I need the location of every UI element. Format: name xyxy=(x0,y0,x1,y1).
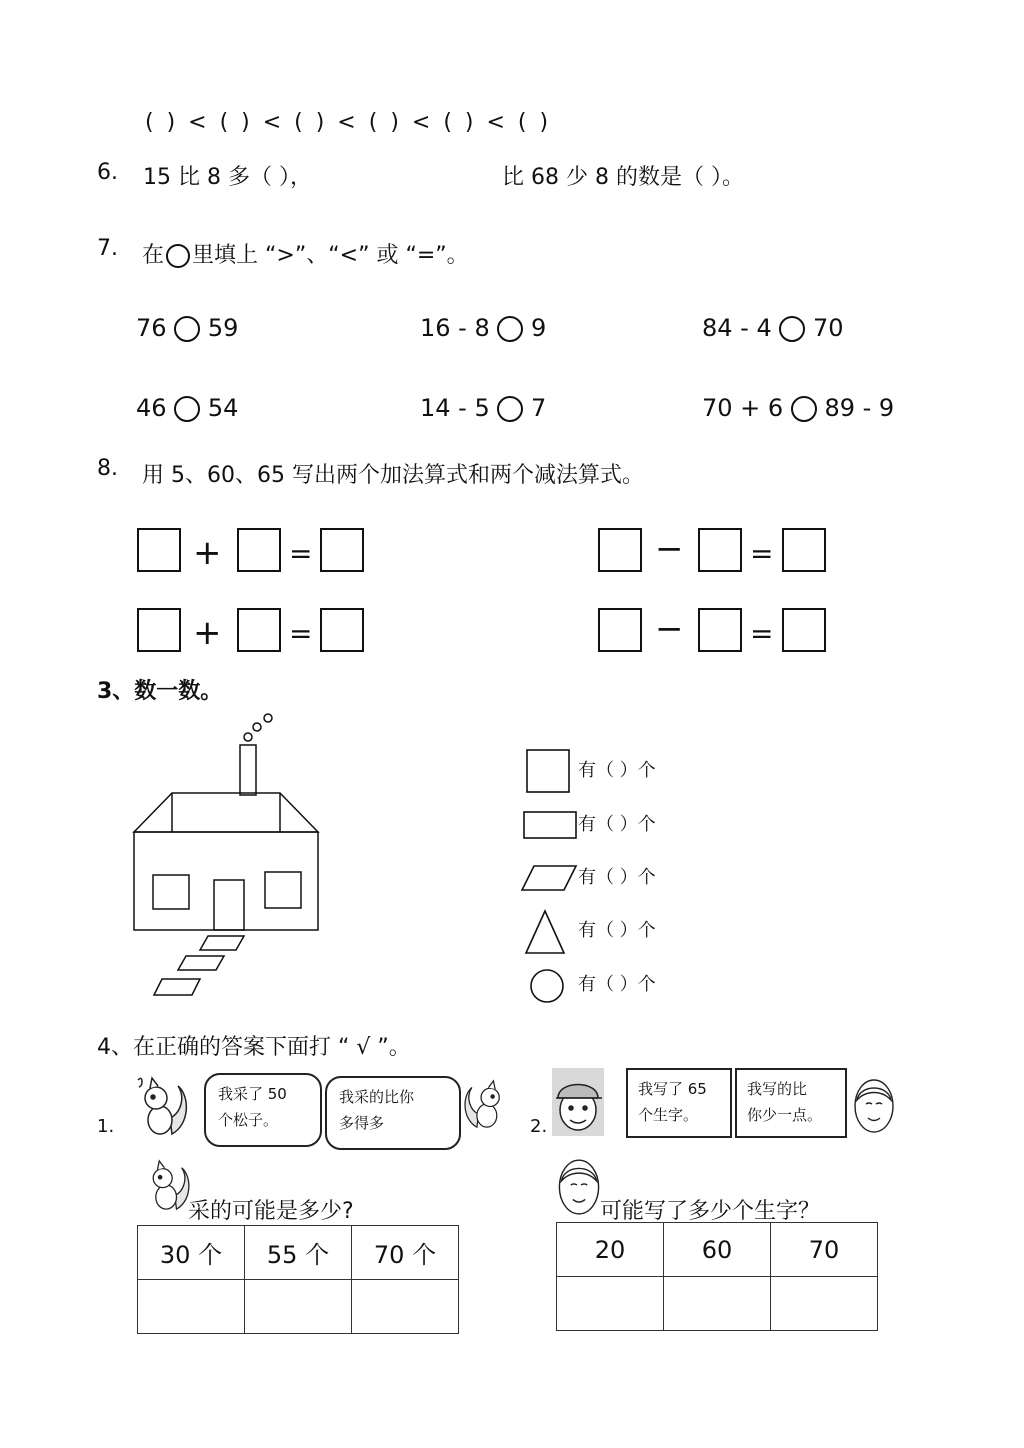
rectangle-icon xyxy=(522,810,580,842)
speech-bubble xyxy=(204,1073,322,1147)
q7-item xyxy=(136,314,238,342)
bubble-line: 个松子。 xyxy=(218,1111,279,1129)
ordering-blanks-line: ( ) < ( ) < ( ) < ( ) < ( ) < ( ) xyxy=(145,110,549,135)
parallelogram-icon xyxy=(520,864,580,894)
minus-sign: − xyxy=(655,529,684,569)
q7-number: 7. xyxy=(97,236,118,261)
check-cell[interactable] xyxy=(138,1280,245,1334)
p1-answer-table xyxy=(137,1225,459,1334)
option-cell: 30 个 xyxy=(138,1226,245,1280)
q7-item xyxy=(420,314,546,342)
count-rectangle: 有（ ）个 xyxy=(578,814,656,835)
check-cell[interactable] xyxy=(557,1277,664,1331)
smoke-circle xyxy=(244,733,252,741)
q7-item xyxy=(702,314,844,342)
q7-right: 7 xyxy=(531,394,547,422)
bubble-line: 个生字。 xyxy=(638,1106,699,1124)
answer-box[interactable] xyxy=(137,528,181,572)
speech-box xyxy=(626,1068,732,1138)
answer-box[interactable] xyxy=(782,528,826,572)
circle-shape-icon xyxy=(528,968,568,1004)
q6-part2: 比 68 少 8 的数是（ ）。 xyxy=(502,165,744,190)
q7-right: 9 xyxy=(531,314,547,342)
q6-number: 6. xyxy=(97,160,118,185)
bubble-line: 我采了 50 xyxy=(218,1085,287,1103)
door xyxy=(214,880,244,930)
square-icon xyxy=(525,748,575,796)
q7-prompt-pre: 在 xyxy=(142,243,165,268)
q7-left: 70 + 6 xyxy=(702,394,784,422)
section4-title: 4、在正确的答案下面打 “ √ ”。 xyxy=(97,1035,411,1060)
p2-answer-table xyxy=(556,1222,878,1331)
bubble-line: 我采的比你 xyxy=(339,1088,415,1106)
answer-circle[interactable] xyxy=(779,316,805,342)
q7-right: 59 xyxy=(207,314,239,342)
count-circle: 有（ ）个 xyxy=(578,974,656,995)
option-cell: 55 个 xyxy=(245,1226,352,1280)
smoke-circle xyxy=(253,723,261,731)
option-cell: 70 个 xyxy=(352,1226,459,1280)
check-cell[interactable] xyxy=(245,1280,352,1334)
path-stone xyxy=(154,979,200,995)
p2-question: 可能写了多少个生字？ xyxy=(600,1199,821,1224)
equals-sign: = xyxy=(289,537,313,570)
plus-sign: + xyxy=(193,613,222,653)
path-stone xyxy=(200,936,244,950)
squirrel-icon xyxy=(462,1072,510,1136)
answer-box[interactable] xyxy=(137,608,181,652)
q7-left: 76 xyxy=(136,314,167,342)
window-right xyxy=(265,872,301,908)
answer-circle[interactable] xyxy=(174,396,200,422)
bubble-line: 我写了 65 xyxy=(638,1080,707,1098)
section3-title: 3、数一数。 xyxy=(97,679,223,704)
answer-box[interactable] xyxy=(782,608,826,652)
chimney xyxy=(240,745,256,795)
window-left xyxy=(153,875,189,909)
q8-prompt: 用 5、60、65 写出两个加法算式和两个减法算式。 xyxy=(142,463,644,488)
option-cell: 60 xyxy=(664,1223,771,1277)
path-stone xyxy=(178,956,224,970)
q8-number: 8. xyxy=(97,456,118,481)
count-triangle: 有（ ）个 xyxy=(578,920,656,941)
answer-box[interactable] xyxy=(598,608,642,652)
count-square: 有（ ）个 xyxy=(578,760,656,781)
answer-circle[interactable] xyxy=(497,396,523,422)
triangle-icon xyxy=(524,908,568,956)
roof xyxy=(134,793,318,832)
q7-right: 54 xyxy=(207,394,239,422)
q7-right: 70 xyxy=(813,314,844,342)
q6-part1: 15 比 8 多（ ）， xyxy=(143,165,312,190)
squirrel-icon xyxy=(132,1074,190,1138)
bubble-line: 你少一点。 xyxy=(747,1106,823,1124)
q7-left: 84 - 4 xyxy=(702,314,772,342)
check-cell[interactable] xyxy=(771,1277,878,1331)
answer-box[interactable] xyxy=(237,608,281,652)
answer-box[interactable] xyxy=(320,528,364,572)
p2-number: 2. xyxy=(530,1116,548,1137)
answer-box[interactable] xyxy=(598,528,642,572)
answer-circle[interactable] xyxy=(497,316,523,342)
answer-circle[interactable] xyxy=(174,316,200,342)
bubble-line: 多得多 xyxy=(339,1114,385,1132)
q7-left: 46 xyxy=(136,394,167,422)
p1-number: 1. xyxy=(97,1116,115,1137)
option-cell: 70 xyxy=(771,1223,878,1277)
p1-question: 采的可能是多少? xyxy=(188,1199,354,1224)
smoke-circle xyxy=(264,714,272,722)
option-cell: 20 xyxy=(557,1223,664,1277)
answer-box[interactable] xyxy=(698,608,742,652)
minus-sign: − xyxy=(655,609,684,649)
girl-face-icon xyxy=(556,1154,602,1218)
answer-circle[interactable] xyxy=(791,396,817,422)
circle-icon xyxy=(166,244,190,268)
q7-prompt-post: 里填上 “>”、“<” 或 “=”。 xyxy=(192,243,469,268)
boy-with-cap-icon xyxy=(552,1068,604,1136)
q7-left: 16 - 8 xyxy=(420,314,490,342)
equals-sign: = xyxy=(750,537,774,570)
q7-left: 14 - 5 xyxy=(420,394,490,422)
answer-box[interactable] xyxy=(698,528,742,572)
plus-sign: + xyxy=(193,533,222,573)
bubble-line: 我写的比 xyxy=(747,1080,808,1098)
answer-box[interactable] xyxy=(320,608,364,652)
house-drawing xyxy=(120,705,340,1005)
q7-item xyxy=(702,394,894,422)
q7-item xyxy=(136,394,238,422)
q7-prompt xyxy=(142,238,469,269)
equals-sign: = xyxy=(289,617,313,650)
speech-box xyxy=(735,1068,847,1138)
q7-item xyxy=(420,394,546,422)
q7-right: 89 - 9 xyxy=(824,394,895,422)
check-cell[interactable] xyxy=(352,1280,459,1334)
house-wall xyxy=(134,832,318,930)
speech-bubble xyxy=(325,1076,461,1150)
equals-sign: = xyxy=(750,617,774,650)
girl-face-icon xyxy=(852,1074,896,1136)
count-parallelogram: 有（ ）个 xyxy=(578,867,656,888)
answer-box[interactable] xyxy=(237,528,281,572)
check-cell[interactable] xyxy=(664,1277,771,1331)
squirrel-icon xyxy=(142,1152,192,1218)
